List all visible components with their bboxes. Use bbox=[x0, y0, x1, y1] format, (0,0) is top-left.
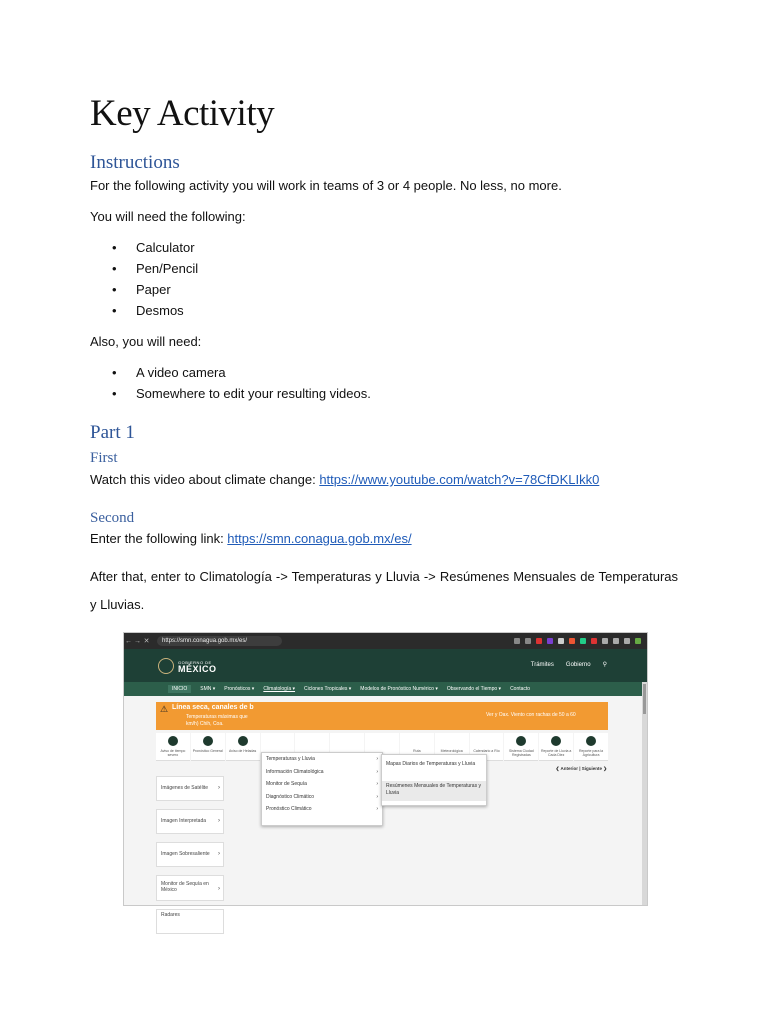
extension-icon[interactable] bbox=[591, 638, 597, 644]
also-label: Also, you will need: bbox=[90, 334, 202, 349]
tile[interactable]: Aviso de Heladas bbox=[226, 733, 260, 761]
forward-icon[interactable]: → bbox=[134, 637, 141, 645]
smn-link[interactable]: https://smn.conagua.gob.mx/es/ bbox=[227, 531, 412, 546]
youtube-link[interactable]: https://www.youtube.com/watch?v=78CfDKLIkk0 bbox=[319, 472, 600, 487]
tile[interactable]: Reporte para la Agricultura bbox=[574, 733, 608, 761]
cloud-rain-icon bbox=[203, 736, 213, 746]
list-item: • Paper bbox=[112, 282, 171, 297]
chevron-right-icon: › bbox=[376, 756, 378, 762]
climatologia-menu bbox=[261, 752, 383, 826]
warning-icon: ⚠ bbox=[160, 704, 169, 714]
search-icon[interactable]: ⚲ bbox=[602, 662, 607, 668]
smn-nav bbox=[124, 682, 647, 696]
extension-icon[interactable] bbox=[624, 638, 630, 644]
instructions-heading: Instructions bbox=[90, 152, 180, 173]
nav-item-inicio[interactable]: INICIO bbox=[168, 685, 191, 693]
menu-item[interactable]: Temperaturas y Lluvia › bbox=[262, 753, 382, 766]
nav-item-climatologia[interactable]: Climatología ▾ bbox=[263, 686, 296, 692]
extension-icons bbox=[514, 638, 647, 644]
chevron-right-icon: › bbox=[376, 806, 378, 812]
tile[interactable]: Pronóstico General bbox=[191, 733, 225, 761]
tractor-icon bbox=[586, 736, 596, 746]
address-bar[interactable]: https://smn.conagua.gob.mx/es/ bbox=[157, 636, 282, 646]
second-text: Enter the following link: https://smn.conagua.gob.mx/es/ bbox=[90, 531, 412, 546]
bullet: • bbox=[112, 386, 117, 401]
pager[interactable]: ❮ Anterior | Siguiente ❯ bbox=[555, 766, 607, 771]
side-card[interactable]: Imagen Interpretada › bbox=[156, 809, 224, 834]
scrollbar[interactable] bbox=[642, 682, 647, 905]
list-item: • Pen/Pencil bbox=[112, 261, 199, 276]
menu-item[interactable]: Información Climatológica › bbox=[262, 766, 382, 779]
tramites-link[interactable]: Trámites bbox=[530, 661, 554, 668]
extension-icon[interactable] bbox=[514, 638, 520, 644]
chevron-right-icon: › bbox=[218, 818, 220, 824]
tile[interactable]: Meteorológica bbox=[435, 733, 469, 761]
need-label: You will need the following: bbox=[90, 209, 246, 224]
list-item: • Desmos bbox=[112, 303, 184, 318]
bullet: • bbox=[112, 365, 117, 380]
tile[interactable]: Aviso de tiempo severo bbox=[156, 733, 190, 761]
nav-item-ciclones[interactable]: Ciclones Tropicales ▾ bbox=[304, 686, 352, 692]
bullet: • bbox=[112, 261, 117, 276]
chevron-right-icon: › bbox=[218, 886, 220, 892]
list-item: • A video camera bbox=[112, 365, 226, 380]
nav-item-modelos[interactable]: Modelos de Pronóstico Numérico ▾ bbox=[360, 686, 438, 692]
bullet: • bbox=[112, 282, 117, 297]
bullet: • bbox=[112, 240, 117, 255]
extension-icon[interactable] bbox=[569, 638, 575, 644]
menu-item[interactable]: Resúmenes Mensuales de Temperaturas y Lluvia bbox=[382, 781, 486, 801]
side-card[interactable]: Imagen Sobresaliente › bbox=[156, 842, 224, 867]
temperaturas-submenu bbox=[381, 754, 487, 806]
instructions-intro: For the following activity you will work in teams of 3 or 4 people. No less, no more. bbox=[90, 178, 562, 193]
menu-item[interactable]: Pronóstico Climático › bbox=[262, 803, 382, 816]
gobierno-link[interactable]: Gobierno bbox=[565, 661, 591, 668]
close-icon[interactable]: ✕ bbox=[143, 638, 150, 645]
top-links bbox=[531, 661, 607, 668]
second-heading: Second bbox=[90, 510, 135, 526]
nav-item-pronosticos[interactable]: Pronósticos ▾ bbox=[224, 686, 255, 692]
extension-icon[interactable] bbox=[558, 638, 564, 644]
alert-icon bbox=[168, 736, 178, 746]
list-item: • Calculator bbox=[112, 240, 195, 255]
side-card[interactable]: Monitor de Sequía en México › bbox=[156, 875, 224, 901]
extension-icon[interactable] bbox=[547, 638, 553, 644]
umbrella-icon bbox=[516, 736, 526, 746]
browser-toolbar bbox=[124, 633, 647, 649]
first-heading: First bbox=[90, 450, 118, 466]
nav-item-observando[interactable]: Observando el Tiempo ▾ bbox=[446, 686, 502, 692]
page-title: Key Activity bbox=[90, 93, 275, 134]
tile[interactable]: Ruta bbox=[400, 733, 434, 761]
needs-list bbox=[90, 240, 198, 324]
chevron-right-icon: › bbox=[218, 851, 220, 857]
tile[interactable]: Sistema Ciudad Registradas bbox=[504, 733, 538, 761]
also-list bbox=[90, 365, 371, 407]
chevron-right-icon: › bbox=[376, 781, 378, 787]
site-content bbox=[124, 696, 647, 918]
list-item: • Somewhere to edit your resulting videos. bbox=[112, 386, 371, 401]
alert-banner[interactable]: ⚠ Línea seca, canales de b Temperaturas máximas que km/h) Chih, Coa. Ver y Oax. Viento con rachas de 50 a 60 bbox=[156, 702, 608, 730]
seal-icon bbox=[158, 658, 174, 674]
menu-item[interactable]: Monitor de Sequía › bbox=[262, 778, 382, 791]
chevron-right-icon: › bbox=[376, 768, 378, 775]
gov-logo[interactable]: GOBIERNO DE MÉXICO bbox=[158, 658, 217, 674]
chevron-right-icon: › bbox=[218, 785, 220, 791]
chevron-right-icon: › bbox=[376, 793, 378, 800]
gov-header bbox=[124, 649, 647, 682]
extension-icon[interactable] bbox=[613, 638, 619, 644]
side-card[interactable]: Radares bbox=[156, 909, 224, 934]
tile[interactable]: Reporte de Lluvia a Cada Diez bbox=[539, 733, 573, 761]
menu-item[interactable]: Mapas Diarios de Temperaturas y Lluvia bbox=[386, 761, 476, 767]
nav-item-smn[interactable]: SMN ▾ bbox=[200, 686, 216, 692]
snowflake-icon bbox=[238, 736, 248, 746]
nav-item-contacto[interactable]: Contacto bbox=[510, 686, 531, 692]
extension-icon[interactable] bbox=[602, 638, 608, 644]
side-cards bbox=[156, 776, 224, 942]
avatar[interactable] bbox=[635, 638, 641, 644]
side-card[interactable]: Imágenes de Satélite › bbox=[156, 776, 224, 801]
website-screenshot bbox=[123, 632, 648, 918]
extension-icon[interactable] bbox=[580, 638, 586, 644]
bullet: • bbox=[112, 303, 117, 318]
menu-item[interactable]: Diagnóstico Climático › bbox=[262, 791, 382, 804]
part1-heading: Part 1 bbox=[90, 422, 135, 443]
cloud-icon bbox=[551, 736, 561, 746]
first-text: Watch this video about climate change: https://www.youtube.com/watch?v=78CfDKLIkk0 bbox=[90, 472, 600, 487]
extension-icon[interactable] bbox=[525, 638, 531, 644]
tile[interactable]: Calendario a Río bbox=[470, 733, 504, 761]
after-paragraph: After that, enter to Climatología -> Temperaturas y Lluvia -> Resúmenes Mensuales de Temperaturas y Lluvias. bbox=[90, 569, 678, 612]
back-icon[interactable]: ← bbox=[125, 637, 132, 645]
extension-icon[interactable] bbox=[536, 638, 542, 644]
